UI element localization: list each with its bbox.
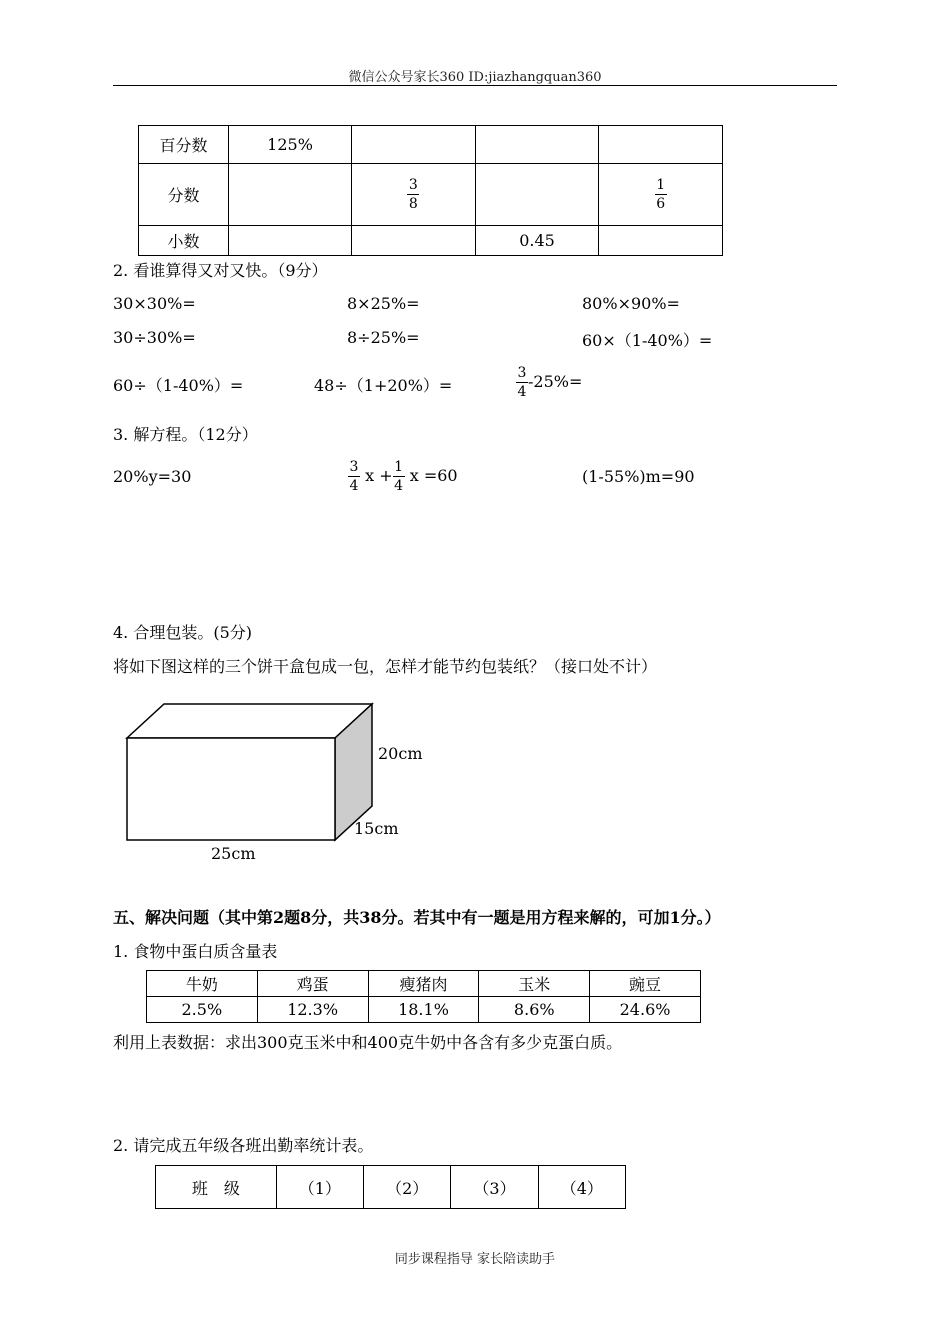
s5-q1-question: 利用上表数据：求出300克玉米中和400克牛奶中各含有多少克蛋白质。 [113,1033,623,1052]
q2-item: 80%×90%= [582,294,680,313]
conversion-table [138,125,723,256]
table-cell: 18.1% [368,997,479,1023]
fraction-1-6: $\frac{1}{6}$ [656,177,666,212]
attendance-table [155,1165,626,1209]
q2-item: 60÷（1-40%）= [113,376,244,395]
q3-title: 3. 解方程。（12分） [113,425,258,444]
q2-title: 2. 看谁算得又对又快。（9分） [113,261,328,280]
column-header: （2） [364,1166,451,1209]
q2-item: 30×30%= [113,294,196,313]
table-cell [229,226,352,256]
dim-height-label: 20cm [378,744,423,763]
q4-prompt: 将如下图这样的三个饼干盒包成一包，怎样才能节约包装纸？（接口处不计） [113,657,658,676]
equation-1: 20%y=30 [113,467,192,486]
page-footer: 同步课程指导 家长陪读助手 [394,1252,556,1267]
q2-item: 8÷25%= [347,328,420,347]
fraction-3-8: $\frac{3}{8}$ [408,177,418,212]
table-cell: 12.3% [257,997,368,1023]
table-cell: 2.5% [147,997,258,1023]
column-header: 玉米 [479,971,590,997]
equation-2: $\frac{3}{4}$ x + $\frac{1}{4}$ x =60 [349,459,458,494]
s5-q1-title: 1. 食物中蛋白质含量表 [113,942,278,961]
column-header: 班 级 [156,1166,277,1209]
table-cell [475,164,599,226]
box-top-face [127,704,372,738]
column-header: 鸡蛋 [257,971,368,997]
header-divider [113,85,837,86]
biscuit-box-diagram [120,698,380,848]
dim-depth-label: 15cm [354,819,399,838]
row-label: 百分数 [139,126,229,164]
protein-table [146,970,701,1023]
table-cell [475,126,599,164]
s5-q2-title: 2. 请完成五年级各班出勤率统计表。 [113,1136,374,1155]
q2-item: 8×25%= [347,294,420,313]
table-cell: 125% [229,126,352,164]
table-cell [599,164,723,226]
table-row [147,997,701,1023]
table-cell [599,226,723,256]
table-row [139,226,723,256]
table-row [139,126,723,164]
fraction-1-4: $\frac{1}{4}$ [394,459,404,494]
q2-item: 30÷30%= [113,328,196,347]
equation-3: (1-55%)m=90 [582,467,695,486]
box-front-face [127,738,335,840]
table-cell: 8.6% [479,997,590,1023]
q2-item: 48÷（1+20%）= [314,376,453,395]
table-cell [352,126,476,164]
q2-item-fraction: $\frac{3}{4}$ -25%= [517,365,583,400]
table-cell [352,226,476,256]
table-cell [599,126,723,164]
column-header: 瘦猪肉 [368,971,479,997]
fraction-3-4: $\frac{3}{4}$ [517,365,527,400]
row-label: 分数 [139,164,229,226]
column-header: （4） [538,1166,625,1209]
table-header-row [156,1166,626,1209]
table-header-row [147,971,701,997]
column-header: 牛奶 [147,971,258,997]
table-cell [352,164,476,226]
column-header: （3） [451,1166,538,1209]
page-header: 微信公众号家长360 ID:jiazhangquan360 [348,70,602,85]
fraction-3-4: $\frac{3}{4}$ [349,459,359,494]
table-cell [229,164,352,226]
q4-title: 4. 合理包装。(5分) [113,623,253,642]
column-header: 豌豆 [590,971,701,997]
section5-title: 五、解决问题（其中第2题8分，共38分。若其中有一题是用方程来解的，可加1分。） [113,908,721,927]
dim-length-label: 25cm [211,844,256,863]
q2-item: 60×（1-40%）= [582,331,713,350]
table-cell: 24.6% [590,997,701,1023]
table-cell: 0.45 [475,226,599,256]
row-label: 小数 [139,226,229,256]
column-header: （1） [276,1166,363,1209]
table-row [139,164,723,226]
